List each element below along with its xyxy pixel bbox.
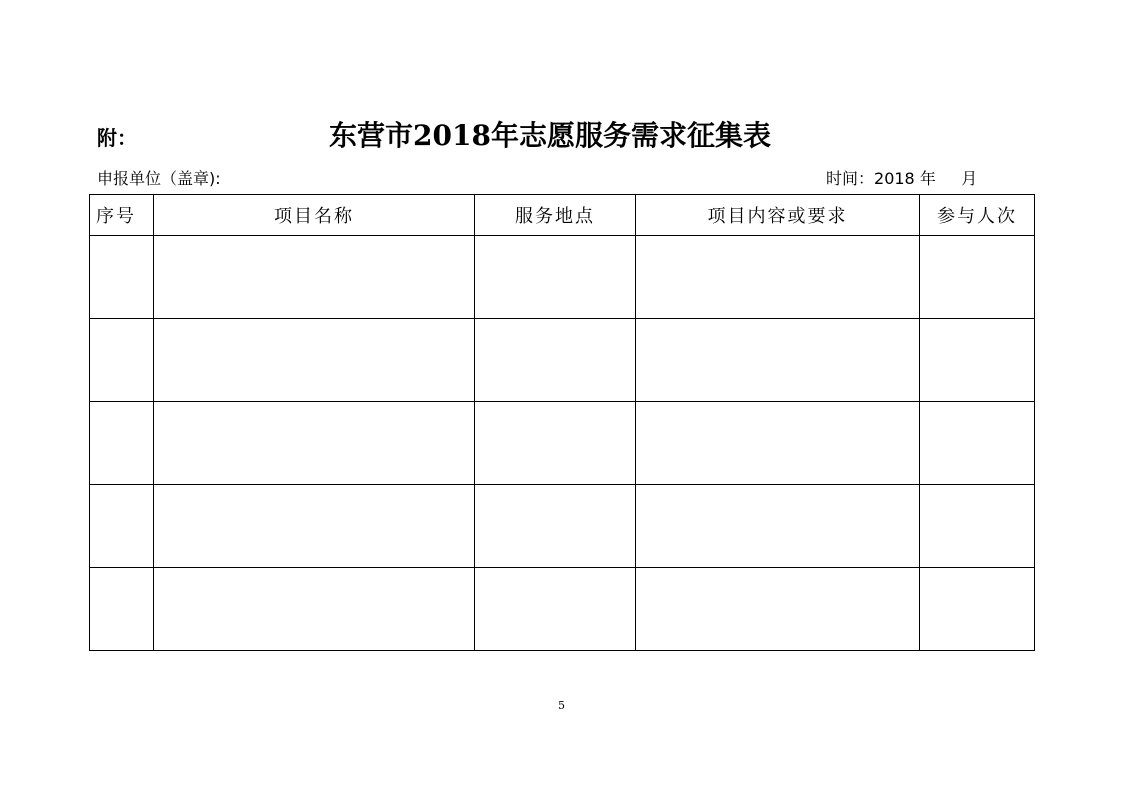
table-cell[interactable] <box>636 568 920 651</box>
table-cell[interactable] <box>154 568 475 651</box>
table-row <box>90 485 1035 568</box>
table-cell[interactable] <box>636 319 920 402</box>
table-cell[interactable] <box>90 485 154 568</box>
table-row <box>90 236 1035 319</box>
table-cell[interactable] <box>90 568 154 651</box>
table-cell[interactable] <box>154 485 475 568</box>
attachment-label: 附： <box>97 126 137 150</box>
table-cell[interactable] <box>475 402 636 485</box>
table-row <box>90 568 1035 651</box>
time-month-label: 月 <box>961 169 978 188</box>
table-cell[interactable] <box>920 485 1035 568</box>
table-cell[interactable] <box>920 568 1035 651</box>
table-cell[interactable] <box>636 236 920 319</box>
table-cell[interactable] <box>475 568 636 651</box>
column-header-content-requirements: 项目内容或要求 <box>636 195 920 236</box>
table-cell[interactable] <box>475 319 636 402</box>
column-header-participants: 参与人次 <box>920 195 1035 236</box>
table-row <box>90 402 1035 485</box>
time-label: 时间： <box>826 169 875 188</box>
table-cell[interactable] <box>636 402 920 485</box>
report-unit-label: 申报单位（盖章): <box>97 169 221 188</box>
table-cell[interactable] <box>920 402 1035 485</box>
table-cell[interactable] <box>154 319 475 402</box>
table-row <box>90 319 1035 402</box>
table-cell[interactable] <box>475 236 636 319</box>
column-header-service-location: 服务地点 <box>475 195 636 236</box>
page-number: 5 <box>558 699 565 712</box>
table-cell[interactable] <box>920 319 1035 402</box>
table-cell[interactable] <box>920 236 1035 319</box>
time-year: 2018 年 <box>874 169 936 188</box>
table-cell[interactable] <box>90 402 154 485</box>
report-time <box>826 168 977 190</box>
table-cell[interactable] <box>154 402 475 485</box>
table-cell[interactable] <box>154 236 475 319</box>
demand-collection-table <box>89 194 1035 651</box>
time-gap <box>936 169 961 188</box>
column-header-seq: 序号 <box>90 195 154 236</box>
page-title: 东营市2018年志愿服务需求征集表 <box>329 119 771 152</box>
table-cell[interactable] <box>90 319 154 402</box>
table-cell[interactable] <box>90 236 154 319</box>
table-cell[interactable] <box>475 485 636 568</box>
table-header-row <box>90 195 1035 236</box>
column-header-project-name: 项目名称 <box>154 195 475 236</box>
table-cell[interactable] <box>636 485 920 568</box>
